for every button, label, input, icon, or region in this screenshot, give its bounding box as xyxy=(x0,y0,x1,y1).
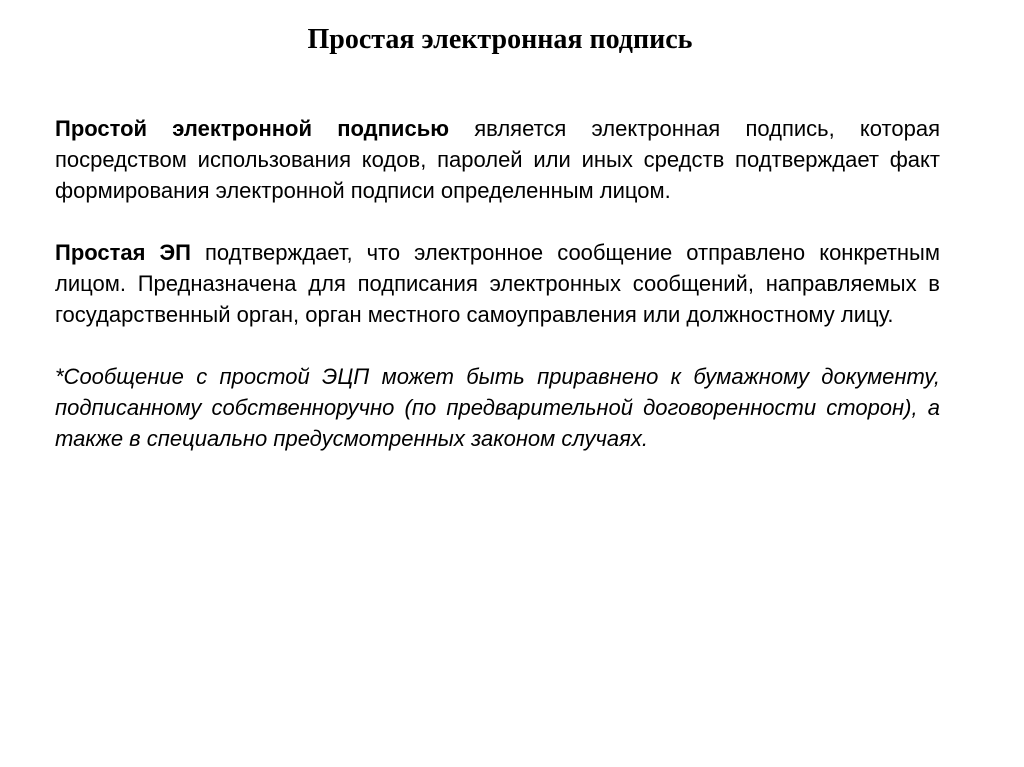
slide-title: Простая электронная подпись xyxy=(307,24,693,55)
note-paragraph xyxy=(55,361,940,454)
definition-paragraph xyxy=(55,113,940,206)
definition-term: Простой электронной подписью xyxy=(55,116,450,141)
slide-body xyxy=(55,113,940,454)
purpose-term: Простая ЭП xyxy=(55,240,191,265)
note-text: *Сообщение с простой ЭЦП может быть приравнено к бумажному документу, подписанному собственноручно (по предварительной договоренности сторон), а также в специально предусмотренных законом случаях. xyxy=(55,364,940,451)
purpose-text: подтверждает, что электронное сообщение отправлено конкретным лицом. Предназначена для подписания электронных сообщений, направляемых в государственный орган, орган местного самоуправления или должностному лицу. xyxy=(55,240,940,327)
definition-text: является электронная подпись, которая посредством использования кодов, паролей или иных средств подтверждает факт формирования электронной подписи определенным лицом. xyxy=(55,116,941,203)
purpose-paragraph xyxy=(55,237,940,330)
